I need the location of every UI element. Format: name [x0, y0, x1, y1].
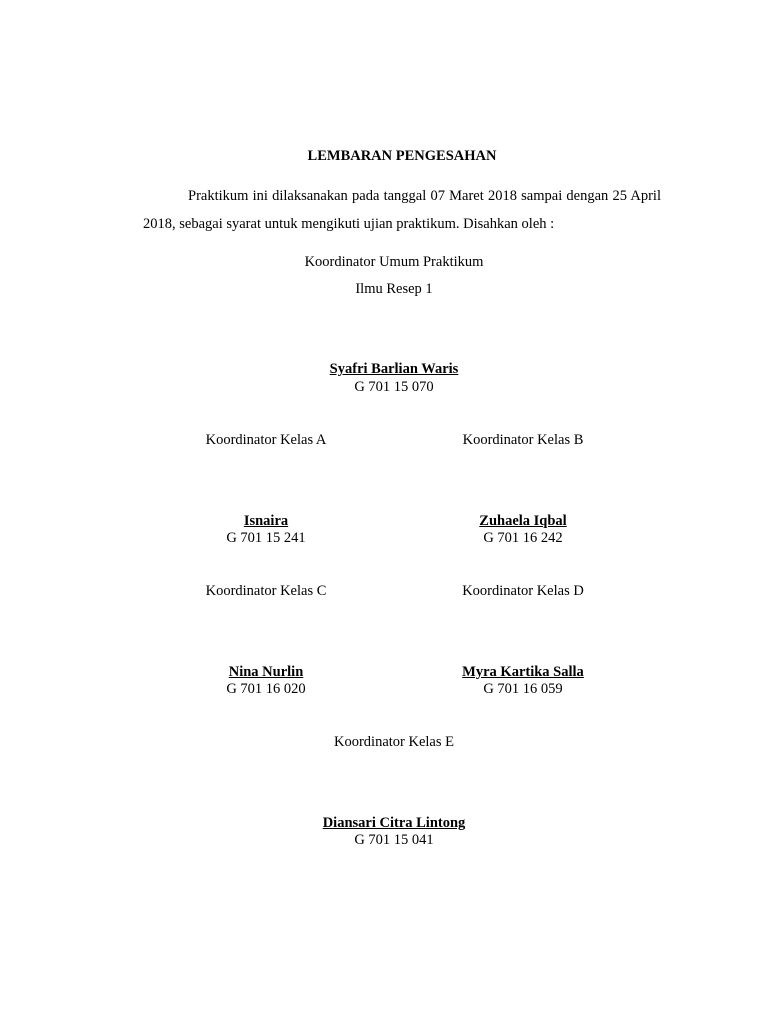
coordinator-a-name: Isnaira: [243, 513, 289, 529]
coordinator-d-role: Koordinator Kelas D: [462, 583, 584, 599]
page-title: LEMBARAN PENGESAHAN: [307, 148, 497, 164]
coordinator-d-name: Myra Kartika Salla: [462, 664, 584, 680]
coordinator-e-role: Koordinator Kelas E: [334, 734, 454, 750]
coordinator-b-name: Zuhaela Iqbal: [479, 513, 567, 529]
coordinator-c-role: Koordinator Kelas C: [205, 583, 327, 599]
general-coordinator-name: Syafri Barlian Waris: [329, 361, 459, 377]
coordinator-a-id: G 701 15 241: [226, 530, 306, 546]
coordinator-b-id: G 701 16 242: [483, 530, 563, 546]
general-coordinator-id: G 701 15 070: [354, 379, 434, 395]
general-coordinator-subject: Ilmu Resep 1: [355, 281, 433, 297]
coordinator-e-id: G 701 15 041: [354, 832, 434, 848]
paragraph-text: Praktikum ini dilaksanakan pada tanggal 07 Maret 2018 sampai dengan 25 April 2018, sebagai syarat untuk mengikuti ujian praktikum. Disahkan oleh :: [143, 188, 661, 232]
coordinator-c-id: G 701 16 020: [226, 681, 306, 697]
coordinator-c-name: Nina Nurlin: [228, 664, 304, 680]
coordinator-b-role: Koordinator Kelas B: [462, 432, 584, 448]
coordinator-a-role: Koordinator Kelas A: [205, 432, 327, 448]
coordinator-e-name: Diansari Citra Lintong: [322, 815, 466, 831]
general-coordinator-role: Koordinator Umum Praktikum: [304, 254, 484, 270]
body-paragraph: [143, 182, 661, 238]
coordinator-d-id: G 701 16 059: [483, 681, 563, 697]
